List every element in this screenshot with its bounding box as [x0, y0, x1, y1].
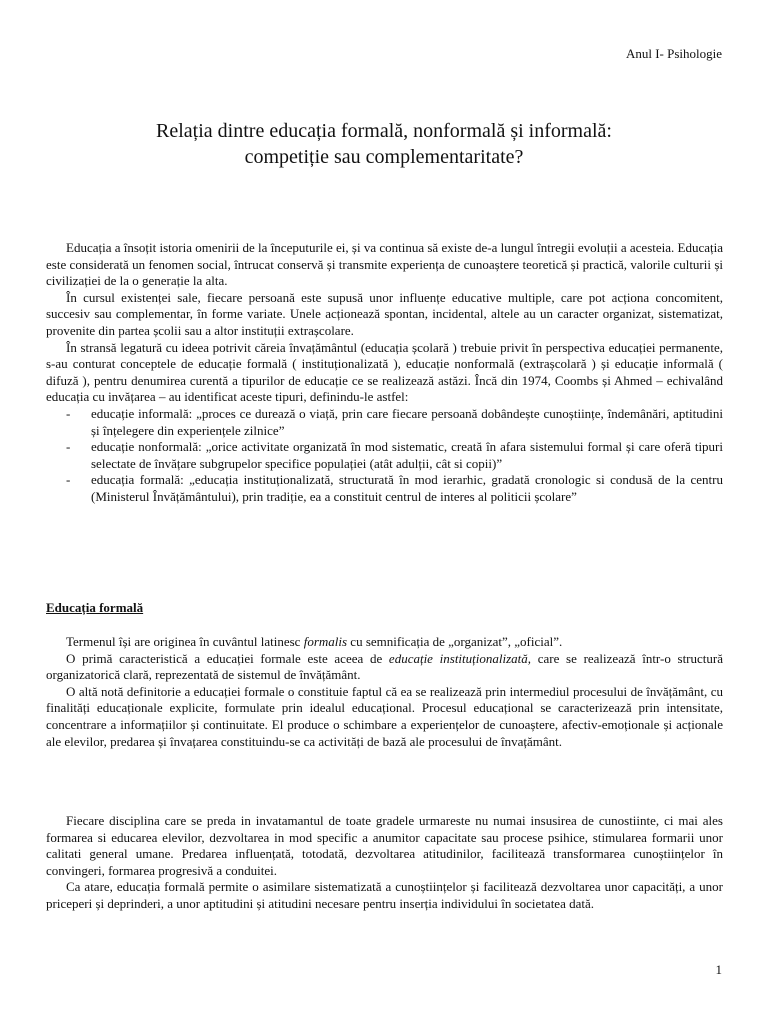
title-line-2: competiție sau complementaritate? [244, 146, 524, 168]
list-item-text: educație nonformală: „orice activitate organizată în mod sistematic, creată în afara sistemului formal și care oferă tipuri selectate de învățare subgrupelor specifice populației (atât adulții, cât si copii)” [91, 439, 723, 471]
text-run: care se realizează într-o structură organizatorică clară, reprezentată de sistemul de învățământ. [46, 650, 723, 683]
title-line-1: Relația dintre educația formală, nonformală și informală: [156, 120, 612, 142]
list-item [46, 439, 723, 472]
document-title [0, 118, 768, 170]
list-item [46, 406, 723, 439]
intro-paragraph-1: Educația a însoțit istoria omenirii de la începuturile ei, și va continua să existe de-a lungul întregii evoluții a acesteia. Educația este considerată un fenomen social, întrucat conservă și transmite experiența de cunoaștere teoretică și practică, valorile culturii și civilizației de la o generație la alta. [46, 240, 724, 289]
section-block-2 [46, 813, 723, 913]
text-run: O primă caracteristică a educației formale este aceea de [66, 650, 389, 666]
list-marker: - [66, 405, 71, 421]
list-marker: - [66, 472, 71, 488]
page-number: 1 [715, 962, 722, 977]
education-types-list [46, 406, 723, 506]
section-paragraph-4: Fiecare disciplina care se preda in invatamantul de toate gradele urmareste nu numai insusirea de cunostiinte, ci mai ales formarea si educarea elevilor, dezvoltarea in mod specific a anumitor capacitate sau procese psihice, stimularea formarii unor calitati general umane. Predarea influențată, totodată, dezvoltarea atitudinilor, facilitează transformarea cunoștiințelor în convingeri, formarea progresivă a conduitei. [46, 813, 723, 878]
section-paragraph-1 [46, 634, 723, 651]
text-run: cu semnificația de „organizat”, „oficial”. [347, 634, 563, 649]
section-block-1 [46, 634, 723, 750]
section-paragraph-3: O altă notă definitorie a educației formale o constituie faptul că ea se realizează prin intermediul procesului de învățământ, cu finalități educaționale explicite, formulate prin idealul educațional. Procesul educațional se caracterizează prin intensitate, concentrare a informațiilor și continuitate. El produce o schimbare a experiențelor de cunoaștere, afectiv-emoționale și acționale ale elevilor, predarea și învațarea constituindu-se ca activități de bază ale procesului de învațământ. [46, 683, 723, 749]
intro-paragraph-2: În cursul existenței sale, fiecare persoană este supusă unor influențe educative multiple, care pot acționa concomitent, succesiv sau complementar, în forme variate. Unele acționează spontan, incidental, altele au un caracter organizat, sistematizat, provenite din partea școlii sau a altor instituții extrașcolare. [46, 289, 723, 338]
italic-term: educație instituționalizată, [388, 650, 532, 666]
section-heading: Educația formală [46, 600, 144, 615]
list-item-text: educație informală: „proces ce durează o viață, prin care fiecare persoană dobândește cunoștiințe, îndemânări, aptitudini și înțelegere din experiențele zilnice” [91, 405, 723, 438]
text-run: Termenul își are originea în cuvântul latinesc [66, 634, 304, 649]
section-paragraph-5: Ca atare, educația formală permite o asimilare sistematizată a cunoștiințelor și facilitează dezvoltarea unor capacități, a unor priceperi și deprinderi, a unor aptitudini și atitudini necesare pentru inserția individului în societatea dată. [46, 879, 723, 911]
list-item [46, 472, 723, 505]
intro-paragraph-3: În stransă legatură cu ideea potrivit căreia învațământul (educația școlară ) trebuie privit în perspectiva educației permanente, s-au conturat conceptele de educație formală ( instituționalizată ), educație nonformală (extrașcolară ) și educație informală ( difuză ), pentru denumirea curentă a tipurilor de educație ce se realizează astăzi. Încă din 1974, Coombs și Ahmed – echivalând educația cu invățarea – au identificat aceste tipuri, definindu-le astfel: [46, 339, 723, 405]
list-marker: - [66, 439, 71, 455]
intro-block [46, 240, 723, 506]
italic-term: formalis [303, 634, 348, 649]
list-item-text: educația formală: „educația instituționalizată, structurată în mod ierarhic, gradată cronologic si condusă de la centru (Ministerul Învățământului), prin tradiție, ea a constituit centrul de interes al politicii școlare” [91, 472, 723, 504]
section-paragraph-2 [46, 651, 723, 684]
running-header: Anul I- Psihologie [625, 46, 722, 61]
